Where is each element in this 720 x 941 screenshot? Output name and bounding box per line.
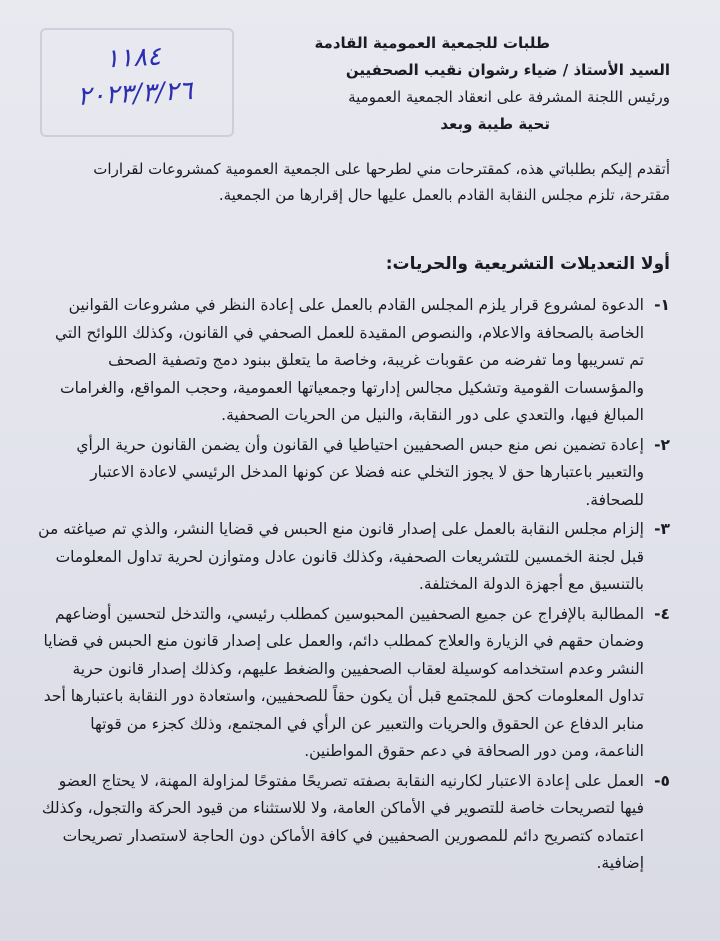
item-text: المطالبة بالإفراج عن جميع الصحفيين المحبوسين كمطلب رئيسي، والتدخل لتحسين أوضاعهم وضمان حقهم في الزيارة والعلاج كمطلب دائم، والعمل على إصدار قانون منع الحبس في قضايا النشر وعدم استخدامه كوسيلة لعقاب الصحفيين والضغط عليهم، وكذلك إصدار قانون حرية تداول المعلومات كحق للمجتمع قبل أن يكون حقاً للصحفيين، واستعادة دور النقابة باعتبارها أحد منابر الدفاع عن الحقوق والحريات والتعبير عن الرأي في المجتمع، وذلك كجزء من قوتها الناعمة، ومن دور الصحافة في دعم حقوق المواطنين.	[43, 604, 644, 760]
item-text: العمل على إعادة الاعتبار لكارنيه النقابة بصفته تصريحًا مفتوحًا لمزاولة المهنة، لا يحتاج العضو فيها لتصريحات خاصة للتصوير في الأماكن العامة، ولا للاستثناء من قيود الحركة والتجول، وكذلك اعتماده كتصريح دائم للمصورين الصحفيين في كافة الأماكن دون الحاجة لاستصدار تصريحات إضافية.	[41, 771, 644, 872]
handwritten-registration-number	[42, 35, 226, 116]
item-number: ٥-	[654, 771, 670, 790]
addressee-line: السيد الأستاذ / ضياء رشوان نقيب الصحفيين	[345, 61, 670, 79]
demands-list	[36, 292, 670, 880]
committee-line: ورئيس اللجنة المشرفة على انعقاد الجمعية العمومية	[348, 88, 670, 106]
item-number: ٢-	[654, 435, 670, 454]
list-item	[36, 432, 670, 515]
item-text: إعادة تضمين نص منع حبس الصحفيين احتياطيا في القانون وأن يضمن القانون حرية الرأي والتعبير باعتبارها حق لا يجوز التخلي عنه فضلا عن كونها المدخل الرئيسي لاعادة الاعتبار للصحافة.	[76, 435, 644, 509]
intro-paragraph: أتقدم إليكم بطلباتي هذه، كمقترحات مني لطرحها على الجمعية العمومية كمشروعات لقرارات مقترحة، تلزم مجلس النقابة القادم بالعمل عليها حال إقرارها من الجمعية.	[93, 160, 670, 204]
item-number: ١-	[654, 296, 670, 314]
letter-header	[230, 30, 670, 138]
registration-number: ١١٨٤	[104, 41, 162, 75]
item-text: إلزام مجلس النقابة بالعمل على إصدار قانون منع الحبس في قضايا النشر، والذي تم صياغته من قبل لجنة الخمسين للتشريعات الصحفية، وكذلك قانون عادل ومتوازن لحرية تداول المعلومات بالتنسيق مع أجهزة الدولة المختلفة.	[38, 520, 644, 593]
item-text: الدعوة لمشروع قرار يلزم المجلس القادم بالعمل على إعادة النظر في مشروعات القوانين الخاصة بالصحافة والاعلام، والنصوص المقيدة للعمل الصحفي في القانون، وكذلك اللوائح التي تم تسريبها وما تفرضه من عقوبات غريبة، وخاصة ما يتعلق ببنود دمج وتصفية الصحف والمؤسسات القومية وتشكيل مجالس إدارتها وجمعياتها العمومية، وحجب المواقع، والغرامات المبالغ فيها، والتعدي على دور النقابة، والنيل من الحريات الصحفية.	[54, 296, 644, 424]
subject-line: طلبات للجمعية العمومية القادمة	[314, 34, 550, 52]
list-item	[36, 768, 670, 878]
greeting-line: تحية طيبة وبعد	[440, 115, 550, 133]
registration-date: ٢٠٢٣/٣/٢٦	[76, 75, 194, 112]
list-item	[36, 516, 670, 599]
list-item	[36, 292, 670, 430]
item-number: ٤-	[654, 604, 670, 623]
section-title: أولا التعديلات التشريعية والحريات:	[385, 254, 670, 274]
list-item	[36, 601, 670, 766]
item-number: ٣-	[654, 520, 670, 538]
